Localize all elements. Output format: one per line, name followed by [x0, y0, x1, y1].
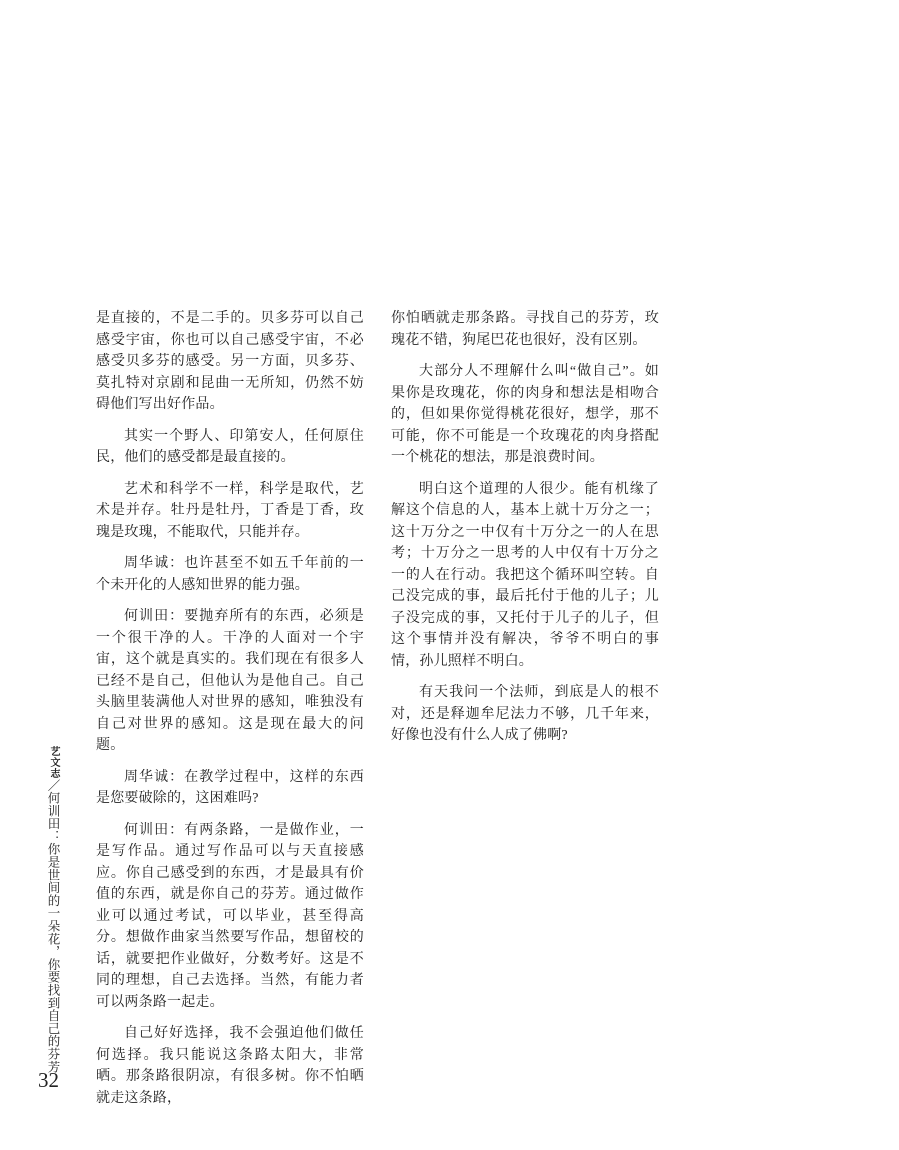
paragraph-left-8: 自己好好选择，我不会强迫他们做任何选择。我只能说这条路太阳大，非常晒。那条路很阴凉，有很多树。你不怕晒就走这条路，: [96, 1026, 364, 1106]
paragraph-left-2: 其实一个野人、印第安人，任何原住民，他们的感受都是最直接的。: [96, 428, 364, 465]
paragraph-left-4: 周华诚：也许甚至不如五千年前的一个未开化的人感知世界的能力强。: [96, 556, 364, 593]
text-column-left: [96, 308, 364, 1119]
paragraph-left-3: 艺术和科学不一样，科学是取代，艺术是并存。牡丹是牡丹，丁香是丁香，玫瑰是玫瑰，不能取代，只能并存。: [96, 481, 364, 540]
sidebar-vertical-title: [44, 746, 62, 1086]
text-column-right: [391, 308, 659, 757]
paragraph-left-1: 是直接的，不是二手的。贝多芬可以自己感受宇宙，你也可以自己感受宇宙，不必感受贝多芬的感受。另一方面，贝多芬、莫扎特对京剧和昆曲一无所知，仍然不妨碍他们写出好作品。: [96, 311, 364, 412]
paragraph-left-7: 何训田：有两条路，一是做作业，一是写作品。通过写作品可以与天直接感应。你自己感受到的东西，才是最具有价值的东西，就是你自己的芬芳。通过做作业可以通过考试，可以毕业，甚至得高分。想做作曲家当然要写作品，想留校的话，就要把作业做好，分数考好。这是不同的理想，自己去选择。当然，有能力者可以两条路一起走。: [96, 822, 364, 1010]
section-label: 艺文志: [48, 746, 59, 779]
paragraph-right-3: 明白这个道理的人很少。能有机缘了解这个信息的人，基本上就十万分之一；这十万分之一中仅有十万分之一的人在思考；十万分之一思考的人中仅有十万分之一的人在行动。我把这个循环叫空转。自己没完成的事，最后托付于他的儿子；儿子没完成的事，又托付于儿子的儿子，但这个事情并没有解决，爷爷不明白的事情，孙儿照样不明白。: [391, 481, 659, 669]
paragraph-right-2: 大部分人不理解什么叫“做自己”。如果你是玫瑰花，你的肉身和想法是相吻合的，但如果你觉得桃花很好，想学，那不可能，你不可能是一个玫瑰花的肉身搭配一个桃花的想法，那是浪费时间。: [391, 364, 659, 465]
paragraph-left-6: 周华诚：在教学过程中，这样的东西是您要破除的，这困难吗?: [96, 769, 364, 806]
paragraph-right-1: 你怕晒就走那条路。寻找自己的芬芳，玫瑰花不错，狗尾巴花也很好，没有区别。: [391, 311, 659, 348]
page-number: 32: [38, 1068, 59, 1092]
paragraph-left-5: 何训田：要抛弃所有的东西，必须是一个很干净的人。干净的人面对一个宇宙，这个就是真实的。我们现在有很多人已经不是自己，但他认为是他自己。自己头脑里装满他人对世界的感知，唯独没有自己对世界的感知。这是现在最大的问题。: [96, 609, 364, 753]
paragraph-right-4: 有天我问一个法师，到底是人的根不对，还是释迦牟尼法力不够，几千年来，好像也没有什么人成了佛啊?: [391, 685, 659, 743]
sidebar-separator: ／: [46, 779, 60, 792]
article-title: 何训田：你是世间的一朵花，你要找到自己的芬芳: [46, 791, 60, 1074]
